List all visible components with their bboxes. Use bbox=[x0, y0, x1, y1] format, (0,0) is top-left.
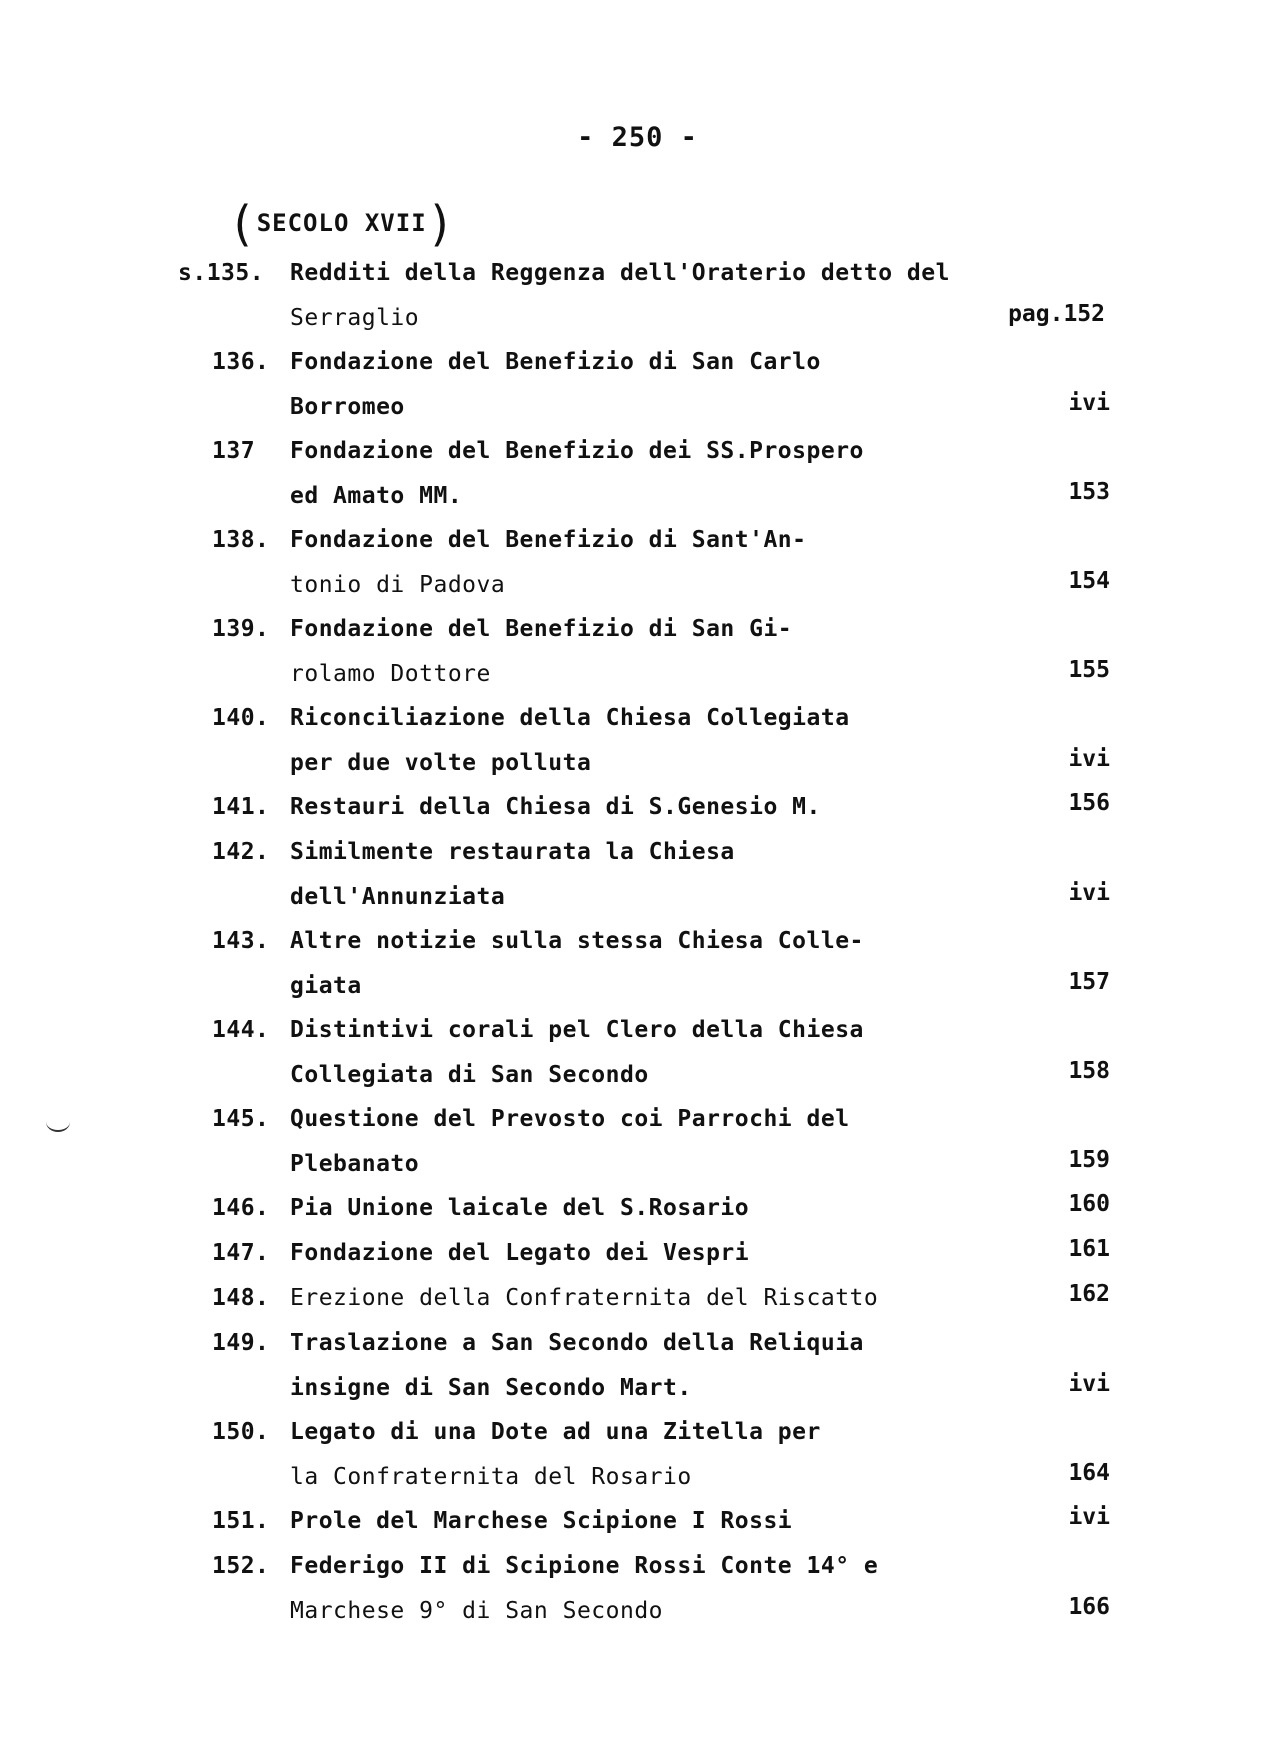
entry-page: 155 bbox=[1068, 657, 1110, 683]
entry-number: 146. bbox=[212, 1195, 270, 1221]
entry-line: Fondazione del Benefizio dei SS.Prospero bbox=[290, 438, 864, 464]
entry-number: 150. bbox=[212, 1419, 270, 1445]
entry-line: tonio di Padova bbox=[290, 572, 506, 598]
entry-number: 138. bbox=[212, 527, 270, 553]
entry-line: Distintivi corali pel Clero della Chiesa bbox=[290, 1017, 864, 1043]
entry-page: ivi bbox=[1068, 390, 1110, 416]
entry-number: 149. bbox=[212, 1330, 270, 1356]
entry-line: Redditi della Reggenza dell'Oraterio detto del bbox=[290, 260, 950, 286]
entry-line: Fondazione del Benefizio di San Gi- bbox=[290, 616, 793, 642]
entry-line: Serraglio bbox=[290, 305, 420, 331]
entry-line: Fondazione del Legato dei Vespri bbox=[290, 1240, 750, 1266]
entry-number: 136. bbox=[212, 349, 270, 375]
entry-page: 160 bbox=[1068, 1191, 1110, 1217]
close-paren-icon: ) bbox=[426, 194, 456, 252]
entry-number: 142. bbox=[212, 839, 270, 865]
entry-line: Restauri della Chiesa di S.Genesio M. bbox=[290, 794, 821, 820]
entry-number: 140. bbox=[212, 705, 270, 731]
entry-page: 158 bbox=[1068, 1058, 1110, 1084]
entry-number: 145. bbox=[212, 1106, 270, 1132]
open-paren-icon: ( bbox=[228, 194, 257, 252]
entry-line: Similmente restaurata la Chiesa bbox=[290, 839, 735, 865]
entry-number: 147. bbox=[212, 1240, 270, 1266]
entry-line: Federigo II di Scipione Rossi Conte 14° e bbox=[290, 1553, 879, 1579]
entry-line: Pia Unione laicale del S.Rosario bbox=[290, 1195, 750, 1221]
entry-line: Erezione della Confraternita del Riscatto bbox=[290, 1285, 879, 1311]
entry-number: 137 bbox=[212, 438, 256, 464]
entry-line: insigne di San Secondo Mart. bbox=[290, 1375, 692, 1401]
entry-number: s.135. bbox=[178, 260, 265, 286]
entry-page: ivi bbox=[1068, 1504, 1110, 1530]
entry-page: 162 bbox=[1068, 1281, 1110, 1307]
entry-page: ivi bbox=[1068, 880, 1110, 906]
entry-line: Plebanato bbox=[290, 1151, 420, 1177]
entry-number: 139. bbox=[212, 616, 270, 642]
entry-line: Prole del Marchese Scipione I Rossi bbox=[290, 1508, 793, 1534]
entry-number: 143. bbox=[212, 928, 270, 954]
entry-line: Altre notizie sulla stessa Chiesa Colle- bbox=[290, 928, 864, 954]
section-title bbox=[228, 196, 455, 250]
entry-page: ivi bbox=[1068, 746, 1110, 772]
entry-line: Fondazione del Benefizio di San Carlo bbox=[290, 349, 821, 375]
entry-page: ivi bbox=[1068, 1371, 1110, 1397]
entry-page: 164 bbox=[1068, 1460, 1110, 1486]
margin-mark-icon bbox=[46, 1122, 70, 1132]
entry-page: 157 bbox=[1068, 969, 1110, 995]
entry-line: Fondazione del Benefizio di Sant'An- bbox=[290, 527, 807, 553]
entry-line: giata bbox=[290, 973, 362, 999]
entry-number: 144. bbox=[212, 1017, 270, 1043]
entry-number: 151. bbox=[212, 1508, 270, 1534]
entry-page: 166 bbox=[1068, 1594, 1110, 1620]
section-label: SECOLO XVII bbox=[256, 209, 427, 237]
entry-line: ed Amato MM. bbox=[290, 483, 463, 509]
entry-line: Riconciliazione della Chiesa Collegiata bbox=[290, 705, 850, 731]
entry-line: Legato di una Dote ad una Zitella per bbox=[290, 1419, 821, 1445]
entry-line: Questione del Prevosto coi Parrochi del bbox=[290, 1106, 850, 1132]
entry-line: per due volte polluta bbox=[290, 750, 592, 776]
entry-line: rolamo Dottore bbox=[290, 661, 491, 687]
entry-page: 153 bbox=[1068, 479, 1110, 505]
entry-number: 141. bbox=[212, 794, 270, 820]
entry-number: 148. bbox=[212, 1285, 270, 1311]
entry-line: dell'Annunziata bbox=[290, 884, 506, 910]
entry-line: Marchese 9° di San Secondo bbox=[290, 1598, 664, 1624]
entry-page: 159 bbox=[1068, 1147, 1110, 1173]
entry-number: 152. bbox=[212, 1553, 270, 1579]
entry-line: Collegiata di San Secondo bbox=[290, 1062, 649, 1088]
entry-line: la Confraternita del Rosario bbox=[290, 1464, 692, 1490]
entry-page: 161 bbox=[1068, 1236, 1110, 1262]
entry-page: 156 bbox=[1068, 790, 1110, 816]
entry-line: Borromeo bbox=[290, 394, 405, 420]
entry-page: 154 bbox=[1068, 568, 1110, 594]
entry-line: Traslazione a San Secondo della Reliquia bbox=[290, 1330, 864, 1356]
entry-page: pag.152 bbox=[1008, 301, 1105, 327]
page-number: - 250 - bbox=[577, 122, 698, 153]
